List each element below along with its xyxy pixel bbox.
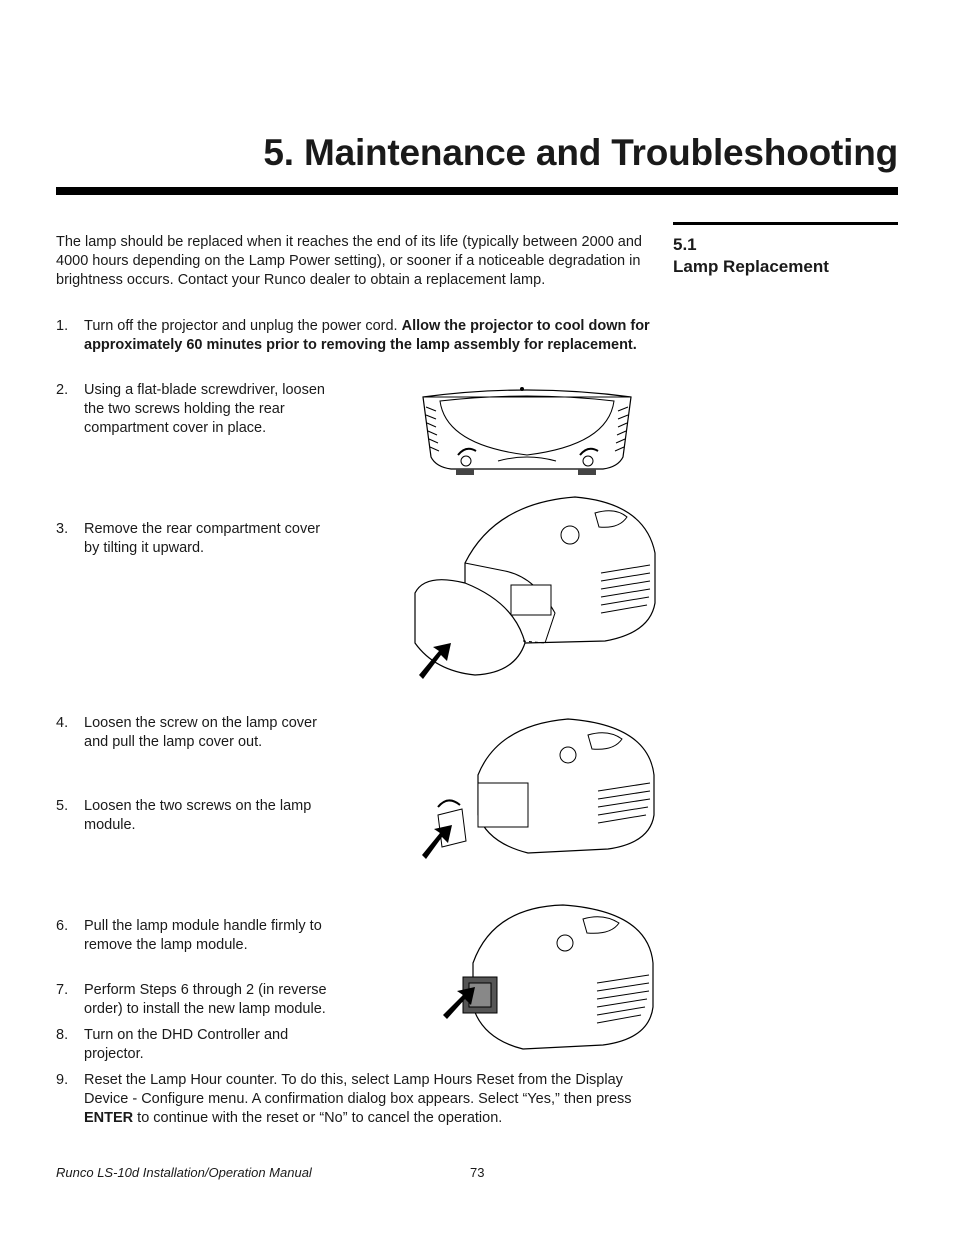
figure-rear-screws [418, 383, 636, 479]
step-text-bold: Allow the projector to cool down for approximately 60 minutes prior to removing the lamp assembly for replacement. [84, 318, 650, 353]
step-text: Using a flat-blade screwdriver, loosen the two screws holding the rear compartment cover in place. [84, 382, 325, 436]
step-number: 4. [56, 715, 69, 731]
step-text-plain: Reset the Lamp Hour counter. To do this, select Lamp Hours Reset from the Display Device - Configure menu. A confirmation dialog box appears. Select “Yes,” then press [84, 1072, 632, 1107]
section-heading [673, 234, 829, 278]
section-rule [673, 222, 898, 225]
step-text [84, 317, 651, 355]
step-number: 9. [56, 1072, 69, 1088]
projector-rear-illustration [418, 383, 636, 479]
step-number: 7. [56, 982, 69, 998]
footer-manual-title: Runco LS-10d Installation/Operation Manual [56, 1165, 312, 1180]
step-number: 1. [56, 318, 69, 334]
step-text: Remove the rear compartment cover by tilting it upward. [84, 521, 321, 556]
step-text: Turn on the DHD Controller and projector. [84, 1027, 289, 1062]
chapter-rule [56, 187, 898, 195]
step-text-plain: to continue with the reset or “No” to cancel the operation. [133, 1110, 503, 1126]
figure-lamp-cover [418, 715, 656, 865]
step-number: 8. [56, 1027, 69, 1043]
step-number: 3. [56, 521, 69, 537]
chapter-title: 5. Maintenance and Troubleshooting [263, 132, 898, 173]
projector-lamp-cover-illustration [418, 715, 656, 865]
figure-lamp-module [443, 903, 655, 1058]
step-text: Loosen the two screws on the lamp module. [84, 798, 312, 833]
step-text-bold: ENTER [84, 1110, 134, 1126]
step-text [84, 1071, 659, 1128]
projector-lamp-module-illustration [443, 903, 655, 1058]
step-text: Loosen the screw on the lamp cover and pull the lamp cover out. [84, 715, 317, 750]
section-title: Lamp Replacement [673, 257, 829, 276]
step-text-plain: Turn off the projector and unplug the power cord. [84, 318, 402, 334]
step-number: 2. [56, 382, 69, 398]
projector-cover-illustration [405, 493, 657, 683]
figure-remove-cover [405, 493, 657, 683]
step-number: 6. [56, 918, 69, 934]
intro-paragraph: The lamp should be replaced when it reaches the end of its life (typically between 2000 and 4000 hours depending on the Lamp Power setting), or sooner if a noticeable degradation in brightness occurs. Contact your Runco dealer to obtain a replacement lamp. [56, 234, 642, 288]
section-number: 5.1 [673, 235, 697, 254]
footer-page-number: 73 [470, 1165, 485, 1180]
step-number: 5. [56, 798, 69, 814]
step-text: Pull the lamp module handle firmly to remove the lamp module. [84, 918, 322, 953]
step-text: Perform Steps 6 through 2 (in reverse order) to install the new lamp module. [84, 982, 327, 1017]
